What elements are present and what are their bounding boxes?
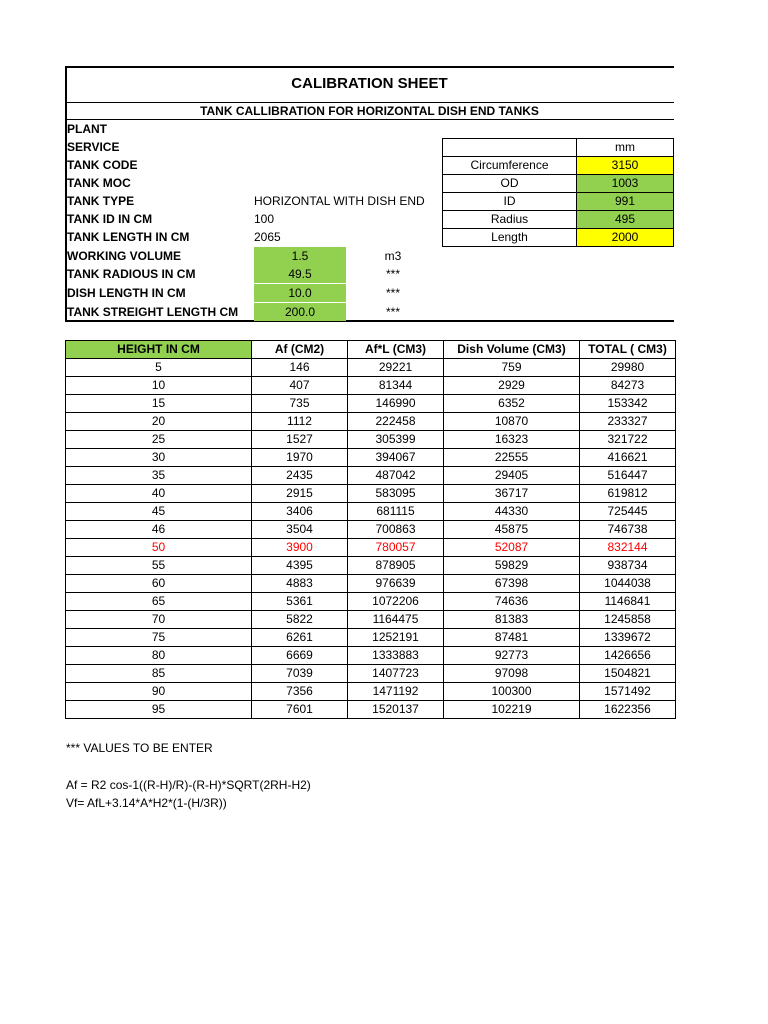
table-row [66,395,676,413]
table-row [66,629,676,647]
cell-dish-volume: 6352 [444,395,580,413]
param-name-length: Length [443,229,577,247]
cell-total: 29980 [580,359,676,377]
cell-total: 832144 [580,539,676,557]
cell-af: 6261 [252,629,348,647]
cell-total: 1146841 [580,593,676,611]
cell-height: 75 [66,629,252,647]
cell-height: 65 [66,593,252,611]
cell-total: 84273 [580,377,676,395]
cell-height: 20 [66,413,252,431]
cell-height: 45 [66,503,252,521]
cell-total: 321722 [580,431,676,449]
table-row [66,575,676,593]
cell-height: 46 [66,521,252,539]
cell-total: 416621 [580,449,676,467]
cell-af: 2915 [252,485,348,503]
info-value-tank-id: 100 [254,212,275,226]
cell-total: 1339672 [580,629,676,647]
table-row [66,683,676,701]
cell-afl: 146990 [348,395,444,413]
input-value-working-volume[interactable]: 1.5 [254,247,346,265]
cell-total: 725445 [580,503,676,521]
cell-afl: 583095 [348,485,444,503]
cell-af: 7356 [252,683,348,701]
cell-afl: 1520137 [348,701,444,719]
input-unit-tank-radius: *** [385,267,400,281]
cell-af: 3900 [252,539,348,557]
cell-afl: 780057 [348,539,444,557]
cell-afl: 1072206 [348,593,444,611]
cell-height: 70 [66,611,252,629]
param-name-id: ID [443,193,577,211]
table-row [66,449,676,467]
cell-af: 1112 [252,413,348,431]
calibration-table [65,340,676,719]
cell-total: 1622356 [580,701,676,719]
input-label-working-volume: WORKING VOLUME [67,249,181,263]
param-value-id: 991 [577,193,674,211]
sheet-subtitle: TANK CALLIBRATION FOR HORIZONTAL DISH END TANKS [200,104,539,118]
input-unit-straight-length: *** [385,305,400,319]
table-row [66,557,676,575]
cell-dish-volume: 59829 [444,557,580,575]
cell-afl: 976639 [348,575,444,593]
column-header-height: HEIGHT IN CM [66,341,252,359]
table-row [66,467,676,485]
cell-height: 50 [66,539,252,557]
cell-height: 25 [66,431,252,449]
cell-afl: 1252191 [348,629,444,647]
formula-vf: Vf= AfL+3.14*A*H2*(1-(H/3R)) [66,796,227,810]
cell-height: 80 [66,647,252,665]
input-unit-dish-length: *** [385,286,400,300]
cell-af: 735 [252,395,348,413]
cell-afl: 394067 [348,449,444,467]
cell-height: 85 [66,665,252,683]
cell-height: 5 [66,359,252,377]
cell-total: 153342 [580,395,676,413]
cell-total: 1245858 [580,611,676,629]
cell-height: 90 [66,683,252,701]
table-row [66,521,676,539]
param-row [443,157,674,175]
input-value-straight-length[interactable]: 200.0 [254,303,346,321]
cell-total: 1044038 [580,575,676,593]
param-value-circumference[interactable]: 3150 [577,157,674,175]
cell-dish-volume: 67398 [444,575,580,593]
table-row [66,431,676,449]
table-row [66,377,676,395]
column-header-afl: Af*L (CM3) [348,341,444,359]
cell-af: 5361 [252,593,348,611]
column-header-dish-volume: Dish Volume (CM3) [444,341,580,359]
cell-height: 95 [66,701,252,719]
cell-afl: 681115 [348,503,444,521]
cell-dish-volume: 92773 [444,647,580,665]
cell-dish-volume: 87481 [444,629,580,647]
cell-afl: 222458 [348,413,444,431]
cell-total: 1571492 [580,683,676,701]
cell-height: 55 [66,557,252,575]
table-row [66,413,676,431]
cell-dish-volume: 16323 [444,431,580,449]
param-row [443,193,674,211]
values-note: *** VALUES TO BE ENTER [66,741,213,755]
param-value-radius: 495 [577,211,674,229]
info-label-service: SERVICE [67,140,120,154]
info-label-tank-code: TANK CODE [67,158,138,172]
cell-dish-volume: 100300 [444,683,580,701]
input-value-dish-length[interactable]: 10.0 [254,284,346,302]
cell-afl: 81344 [348,377,444,395]
table-header-row [66,341,676,359]
cell-af: 5822 [252,611,348,629]
info-value-tank-type: HORIZONTAL WITH DISH END [254,194,425,208]
cell-afl: 305399 [348,431,444,449]
cell-dish-volume: 102219 [444,701,580,719]
table-row [66,611,676,629]
cell-af: 4395 [252,557,348,575]
info-value-tank-length: 2065 [254,230,281,244]
table-row [66,485,676,503]
cell-dish-volume: 81383 [444,611,580,629]
cell-afl: 487042 [348,467,444,485]
param-row [443,229,674,247]
sheet-title: CALIBRATION SHEET [291,75,448,92]
table-row [66,665,676,683]
param-unit-header: mm [577,139,674,157]
cell-height: 60 [66,575,252,593]
cell-dish-volume: 52087 [444,539,580,557]
cell-af: 4883 [252,575,348,593]
cell-height: 40 [66,485,252,503]
cell-af: 7601 [252,701,348,719]
cell-dish-volume: 36717 [444,485,580,503]
info-label-tank-moc: TANK MOC [67,176,131,190]
cell-total: 746738 [580,521,676,539]
param-name-radius: Radius [443,211,577,229]
cell-dish-volume: 74636 [444,593,580,611]
param-value-length[interactable]: 2000 [577,229,674,247]
cell-af: 6669 [252,647,348,665]
cell-height: 10 [66,377,252,395]
cell-height: 30 [66,449,252,467]
cell-total: 619812 [580,485,676,503]
cell-afl: 878905 [348,557,444,575]
cell-dish-volume: 29405 [444,467,580,485]
cell-dish-volume: 759 [444,359,580,377]
table-row [66,647,676,665]
cell-afl: 700863 [348,521,444,539]
parameter-table [442,138,674,247]
cell-total: 1504821 [580,665,676,683]
cell-dish-volume: 2929 [444,377,580,395]
cell-height: 15 [66,395,252,413]
cell-afl: 1407723 [348,665,444,683]
cell-afl: 1471192 [348,683,444,701]
param-value-od: 1003 [577,175,674,193]
param-row [443,175,674,193]
param-header-row [443,139,674,157]
table-row [66,701,676,719]
info-label-tank-id: TANK ID IN CM [67,212,153,226]
cell-total: 938734 [580,557,676,575]
cell-dish-volume: 10870 [444,413,580,431]
cell-dish-volume: 45875 [444,521,580,539]
cell-afl: 29221 [348,359,444,377]
cell-total: 1426656 [580,647,676,665]
input-label-dish-length: DISH LENGTH IN CM [67,286,186,300]
table-row [66,539,676,557]
cell-af: 3406 [252,503,348,521]
table-row [66,593,676,611]
input-label-tank-radius: TANK RADIOUS IN CM [67,267,196,281]
cell-total: 516447 [580,467,676,485]
param-name-circumference: Circumference [443,157,577,175]
cell-af: 146 [252,359,348,377]
cell-af: 1527 [252,431,348,449]
table-row [66,503,676,521]
cell-dish-volume: 44330 [444,503,580,521]
info-label-tank-length: TANK LENGTH IN CM [67,230,190,244]
param-name-od: OD [443,175,577,193]
cell-af: 407 [252,377,348,395]
column-header-af: Af (CM2) [252,341,348,359]
input-label-straight-length: TANK STREIGHT LENGTH CM [67,305,239,319]
cell-afl: 1333883 [348,647,444,665]
table-body [66,359,676,719]
cell-af: 1970 [252,449,348,467]
cell-dish-volume: 22555 [444,449,580,467]
input-unit-working-volume: m3 [384,249,402,263]
cell-dish-volume: 97098 [444,665,580,683]
cell-total: 233327 [580,413,676,431]
cell-afl: 1164475 [348,611,444,629]
input-value-tank-radius[interactable]: 49.5 [254,265,346,283]
info-label-plant: PLANT [67,122,107,136]
cell-af: 2435 [252,467,348,485]
cell-af: 7039 [252,665,348,683]
cell-af: 3504 [252,521,348,539]
info-label-tank-type: TANK TYPE [67,194,135,208]
param-header-blank [443,139,577,157]
cell-height: 35 [66,467,252,485]
column-header-total: TOTAL ( CM3) [580,341,676,359]
formula-af: Af = R2 cos-1((R-H)/R)-(R-H)*SQRT(2RH-H2) [66,778,311,792]
param-row [443,211,674,229]
table-row [66,359,676,377]
